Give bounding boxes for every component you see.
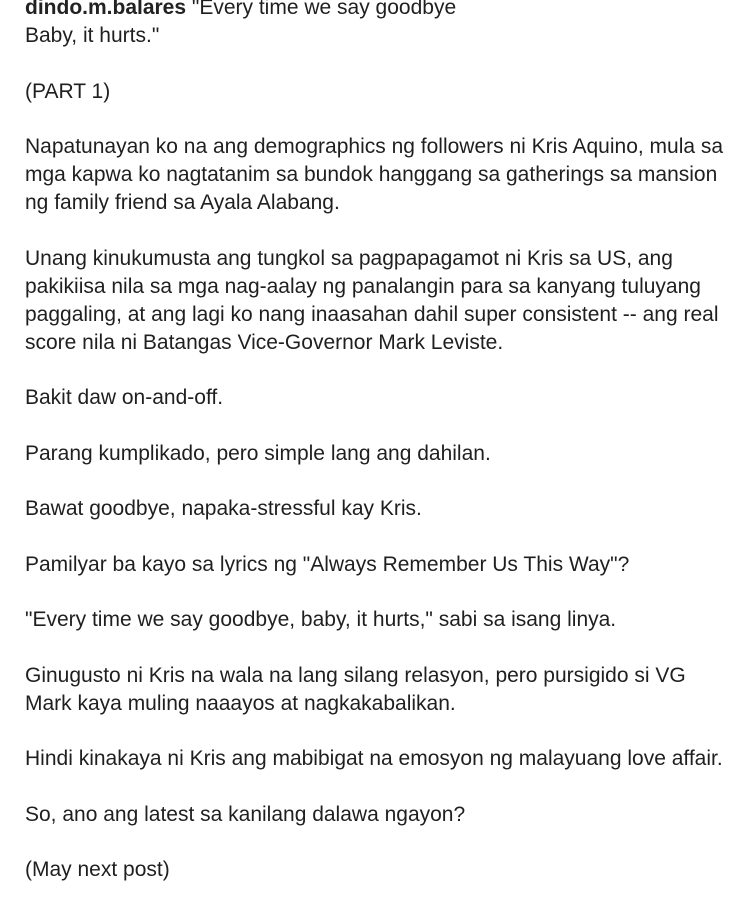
caption-paragraph: Hindi kinakaya ni Kris ang mabibigat na emosyon ng malayuang love affair. <box>25 747 723 770</box>
caption-paragraph: "Every time we say goodbye, baby, it hurts," sabi sa isang linya. <box>25 608 617 631</box>
caption-paragraph: Bakit daw on-and-off. <box>25 386 224 409</box>
username-link[interactable]: dindo.m.balares <box>25 0 187 19</box>
caption-paragraph: Bawat goodbye, napaka-stressful kay Kris. <box>25 497 422 520</box>
post-caption <box>25 0 725 912</box>
caption-lead-text-2: Baby, it hurts." <box>25 24 160 47</box>
caption-paragraph: So, ano ang latest sa kanilang dalawa ngayon? <box>25 802 466 826</box>
caption-paragraph: Parang kumplikado, pero simple lang ang dahilan. <box>25 441 491 465</box>
caption-lead-text: "Every time we say goodbye <box>186 0 457 19</box>
caption-paragraph: Napatunayan ko na ang demographics ng followers ni Kris Aquino, mula sa mga kapwa ko nagtatanim sa bundok hanggang sa gatherings sa mansion ng family friend sa Ayala Alabang. <box>25 135 724 214</box>
caption-paragraph: (PART 1) <box>25 79 111 103</box>
caption-paragraph: Ginugusto ni Kris na wala na lang silang relasyon, pero pursigido si VG Mark kaya muling naaayos at nagkakabalikan. <box>25 663 686 715</box>
caption-paragraph: Unang kinukumusta ang tungkol sa pagpapagamot ni Kris sa US, ang pakikiisa nila sa mga nag-aalay ng panalangin para sa kanyang tuluyang paggaling, at ang lagi ko nang inaasahan dahil super consistent -- ang real score nila ni Batangas Vice-Governor Mark Leviste. <box>25 246 719 354</box>
caption-paragraph: (May next post) <box>25 858 170 881</box>
caption-paragraph: Pamilyar ba kayo sa lyrics ng "Always Remember Us This Way"? <box>25 552 630 576</box>
caption-lead <box>25 0 725 50</box>
